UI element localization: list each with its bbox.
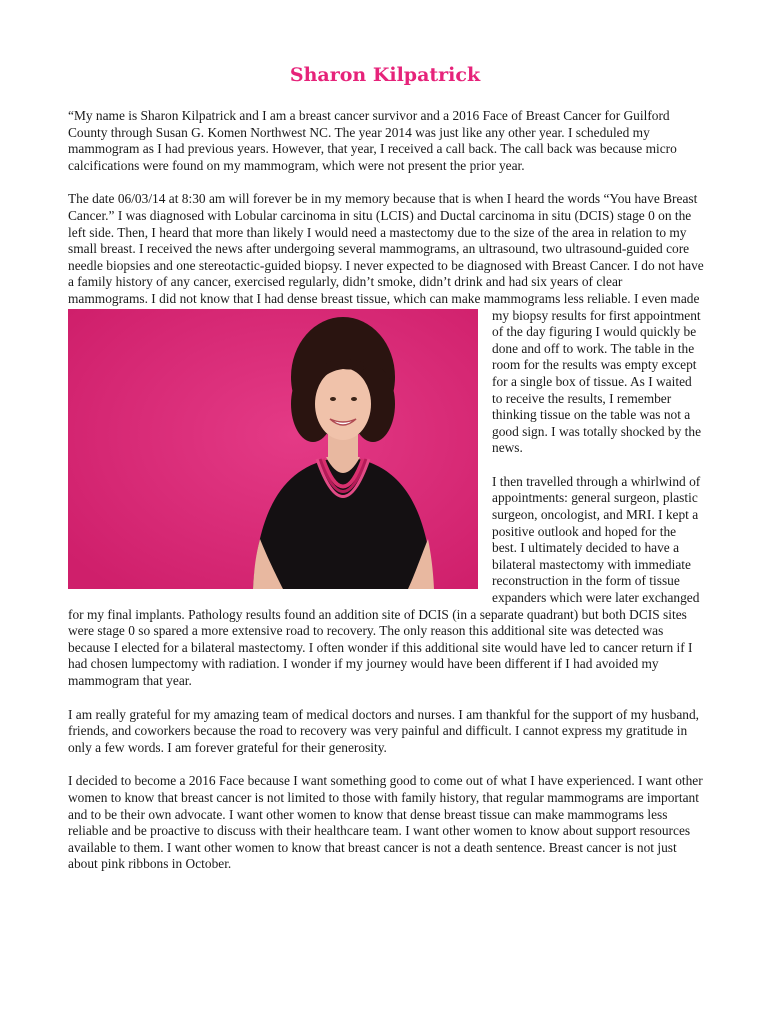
paragraph-2-continued: dense breast tissue, which can make mammograms less reliable. I even made my biopsy results for first appointment of the day figuring I would quickly be done and off to work. The table in the room for the results was empty except for a single box of tissue. As I waited to receive the results, I remember thinking tissue on the table was not a good sign. I was totally shocked by the news. <box>287 290 702 456</box>
page-title: Sharon Kilpatrick <box>289 64 481 86</box>
article-body <box>68 108 704 890</box>
paragraph-2-text: The date 06/03/14 at 8:30 am will forever be in my memory because that is when I heard the words “You have Breast Cancer.” I was diagnosed with Lobular carcinoma in situ (LCIS) and Ductal carcinoma in situ (DCIS) stage 0 on the left side. Then, I heard that more than likely I would need a mastectomy due to the size of the area in relation to my small breast. I received the news after undergoing several mammograms, an ultrasound, two ultrasound-guided core needle biopsies and one stereotactic-guided biopsy. I never expected to be diagnosed with Breast Cancer. I do not have a family history of any cancer, exercised regularly, didn’t smoke, didn’t drink and had six years of clear mammograms. I did not know that I had <box>68 191 704 306</box>
paragraph-2 <box>68 191 704 457</box>
paragraph-3-text: I then travelled through a whirlwind of appointments: general surgeon, plastic surgeon, oncologist, and MRI. I kept a positive outlook and hoped for the best. I ultimately decided to have a bilateral mastectomy with immediate reconstruction in the form of tissue expanders which were later exchanged for my final implants. Pathology results found an addition site of DCIS (in a separate quadrant) but both DCIS sites were stage 0 so spared a more extensive road to recovery. The only reason this additional site was detected was because I elected for a bilateral mastectomy. I often wonder if this additional site would have led to cancer return if I had chosen lumpectomy with radiation. I wonder if my journey would have been different if I had avoided my mammogram that year. <box>68 473 701 688</box>
portrait-photo <box>68 309 478 589</box>
portrait-illustration <box>68 309 478 589</box>
paragraph-5: I decided to become a 2016 Face because I want something good to come out of what I have experienced. I want other women to know that breast cancer is not limited to those with family history, that regular mammograms are important and to be their own advocate. I want other women to know that dense breast tissue can make mammograms less reliable and be proactive to discuss with their healthcare team. I want other women to know about support resources available to them. I want other women to know that breast cancer is not a death sentence. Breast cancer is not just about pink ribbons in October. <box>68 773 703 872</box>
paragraph-4: I am really grateful for my amazing team of medical doctors and nurses. I am thankful for the support of my husband, friends, and coworkers because the road to recovery was very painful and difficult. I cannot express my gratitude in only a few words. I am forever grateful for their generosity. <box>68 706 700 755</box>
paragraph-1: “My name is Sharon Kilpatrick and I am a breast cancer survivor and a 2016 Face of Breast Cancer for Guilford County through Susan G. Komen Northwest NC. The year 2014 was just like any other year. I scheduled my mammogram as I had previous years. However, that year, I received a call back. The call back was because micro calcifications were found on my mammogram, which were not present the prior year. <box>68 108 677 173</box>
